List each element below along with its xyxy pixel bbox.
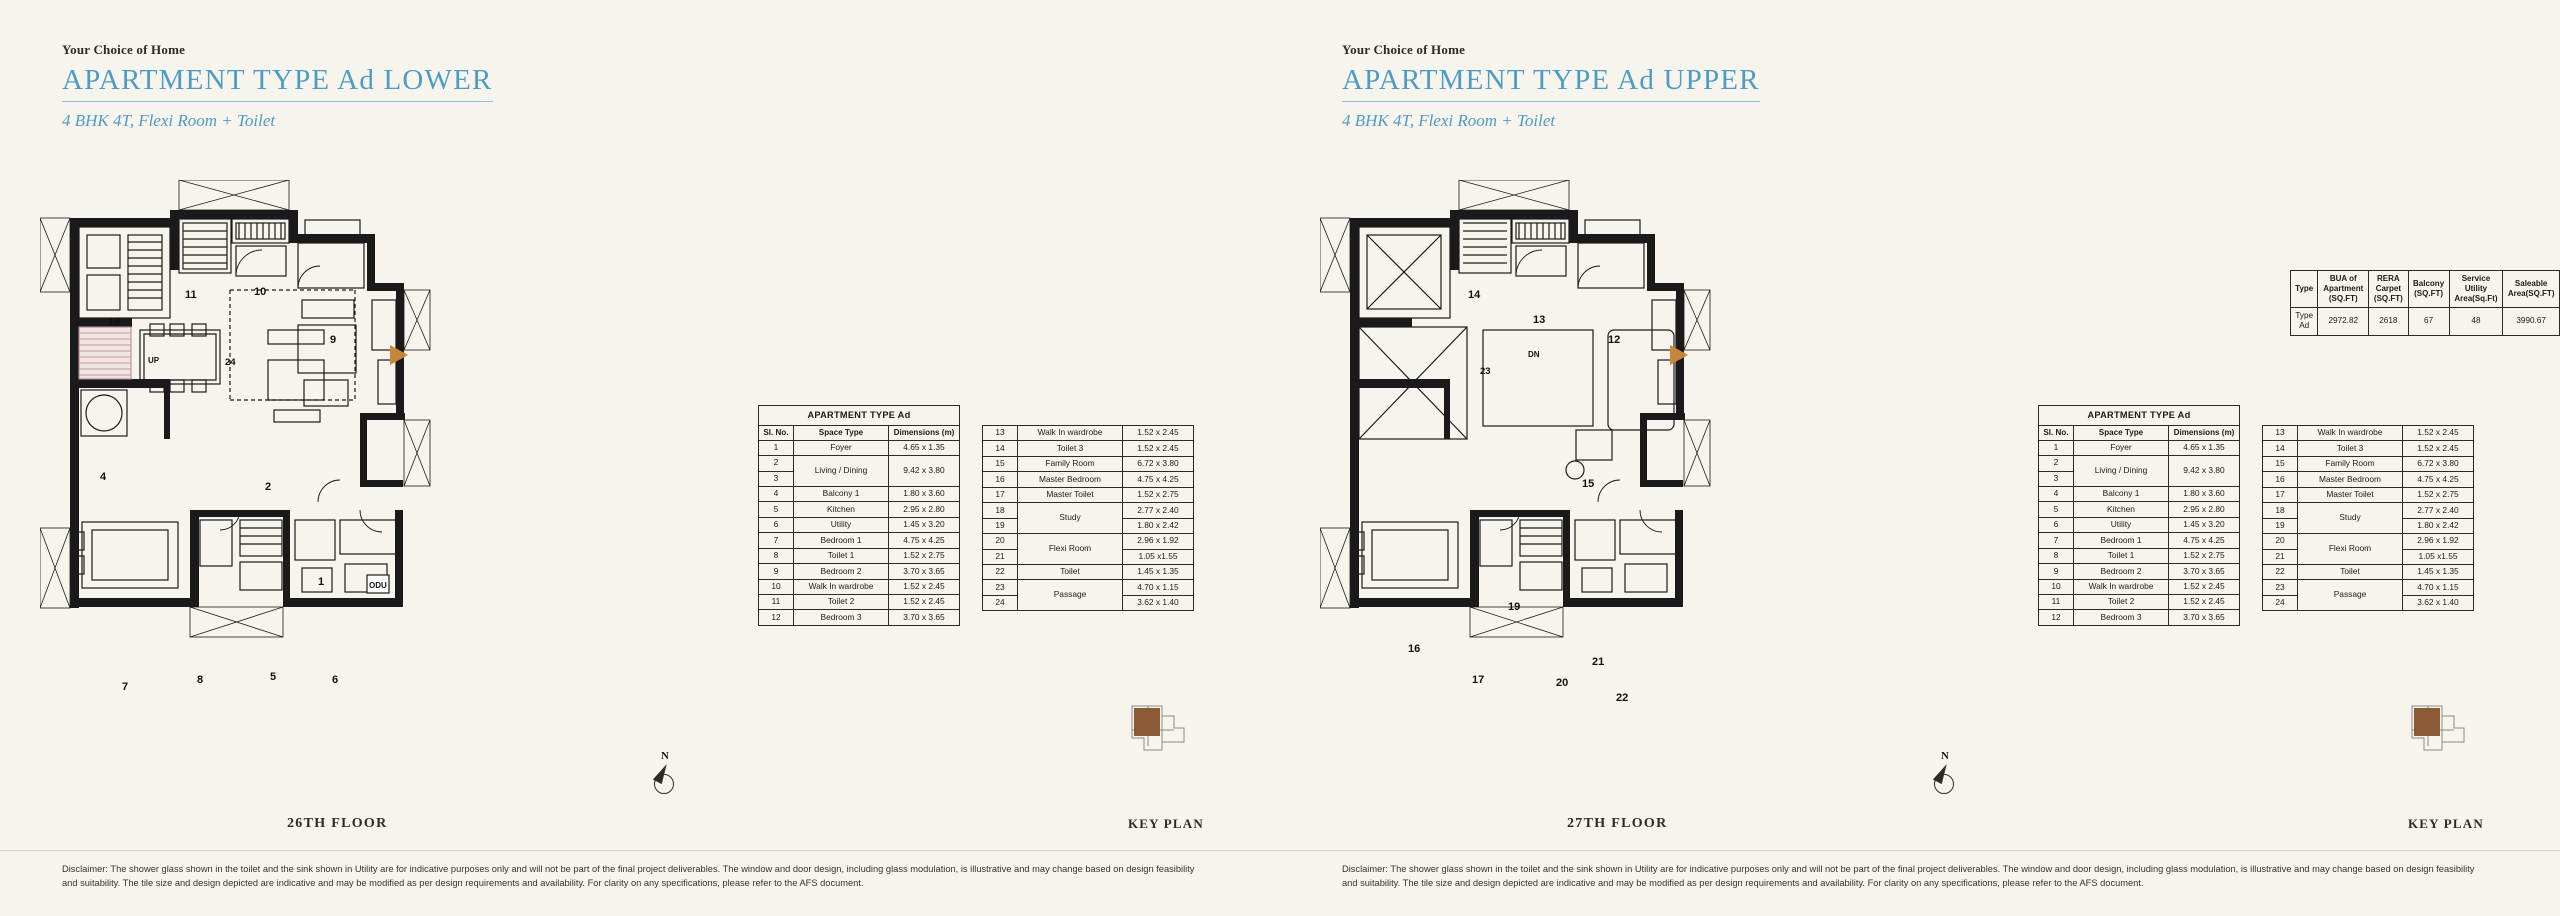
legend-table-right — [982, 425, 1194, 611]
room-number: 22 — [1616, 692, 1629, 704]
keyplan-label-upper: KEY PLAN — [2408, 816, 2484, 831]
room-number: 7 — [122, 681, 129, 693]
legend-header-dim: Dimensions (m) — [889, 425, 960, 440]
table-row: 12 Bedroom 3 3.70 x 3.65 — [759, 610, 960, 625]
table-row: 11 Toilet 2 1.52 x 2.45 — [759, 595, 960, 610]
floor-plan-lower — [40, 180, 660, 780]
table-row: 21 1.05 x1.55 — [983, 549, 1194, 564]
table-row: 17 Master Toilet 1.52 x 2.75 — [983, 487, 1194, 502]
table-row: 4 Balcony 1 1.80 x 3.60 — [759, 486, 960, 501]
odu-label: ODU — [369, 581, 387, 590]
room-number: 1 — [318, 576, 325, 588]
page-subtitle: 4 BHK 4T, Flexi Room + Toilet — [1342, 111, 1556, 130]
legend-caption: APARTMENT TYPE Ad — [2039, 406, 2240, 426]
table-row: 10 Walk In wardrobe 1.52 x 2.45 — [2039, 579, 2240, 594]
room-number: 6 — [332, 674, 339, 686]
table-row: 20 Flexi Room 2.96 x 1.92 — [2263, 534, 2474, 549]
table-row: 18 Study 2.77 x 2.40 — [983, 503, 1194, 518]
table-row: 4 Balcony 1 1.80 x 3.60 — [2039, 486, 2240, 501]
table-row: 10 Walk In wardrobe 1.52 x 2.45 — [759, 579, 960, 594]
room-number: 11 — [185, 289, 197, 301]
table-row — [2291, 308, 2560, 336]
room-number: 12 — [1608, 334, 1621, 346]
table-row: 2 Living / Dining 9.42 x 3.80 — [2039, 456, 2240, 471]
room-number: 14 — [1468, 289, 1481, 301]
north-circle — [654, 774, 674, 794]
room-number: 15 — [1582, 478, 1595, 490]
room-number: 2 — [265, 481, 272, 493]
table-row: 18 Study 2.77 x 2.40 — [2263, 503, 2474, 518]
table-row: 8 Toilet 1 1.52 x 2.75 — [2039, 548, 2240, 563]
north-arrow — [1930, 750, 1964, 796]
table-row: 22 Toilet 1.45 x 1.35 — [983, 564, 1194, 579]
table-row: 13 Walk In wardrobe 1.52 x 2.45 — [2263, 426, 2474, 441]
area-value: 2618 — [2369, 308, 2408, 336]
legend-upper — [2038, 405, 2474, 626]
room-number: 18 — [108, 316, 121, 328]
floor-label-upper: 27TH FLOOR — [1567, 816, 1668, 831]
room-number: 10 — [254, 286, 267, 298]
keyplan-label-lower: KEY PLAN — [1128, 816, 1204, 831]
room-number: 5 — [270, 671, 277, 683]
table-row: 5 Kitchen 2.95 x 2.80 — [759, 502, 960, 517]
north-circle — [1934, 774, 1954, 794]
area-value: 3990.67 — [2503, 308, 2560, 336]
key-plan-highlight — [1134, 708, 1160, 736]
page-title: APARTMENT TYPE Ad UPPER — [1342, 64, 1760, 102]
area-value: Type Ad — [2291, 308, 2318, 336]
area-header: Saleable Area(SQ.FT) — [2503, 271, 2560, 308]
table-row: 15 Family Room 6.72 x 3.80 — [2263, 456, 2474, 471]
table-row: 11 Toilet 2 1.52 x 2.45 — [2039, 595, 2240, 610]
key-plan-thumbnail-upper — [2408, 700, 2470, 752]
table-row: 13 Walk In wardrobe 1.52 x 2.45 — [983, 426, 1194, 441]
table-row: 9 Bedroom 2 3.70 x 3.65 — [759, 564, 960, 579]
room-number: 9 — [330, 334, 337, 346]
area-statement-table — [2290, 270, 2560, 336]
area-header: RERA Carpet (SQ.FT) — [2369, 271, 2408, 308]
table-row: 1 Foyer 4.65 x 1.35 — [2039, 440, 2240, 455]
table-row: 7 Bedroom 1 4.75 x 4.25 — [2039, 533, 2240, 548]
table-row: 2 Living / Dining 9.42 x 3.80 — [759, 456, 960, 471]
floor-plan-upper — [1320, 180, 1940, 780]
table-row: 20 Flexi Room 2.96 x 1.92 — [983, 534, 1194, 549]
area-header: BUA of Apartment (SQ.FT) — [2318, 271, 2369, 308]
floor-label-lower: 26TH FLOOR — [287, 816, 388, 831]
table-row: 3 — [759, 471, 960, 486]
table-row: 19 1.80 x 2.42 — [2263, 518, 2474, 533]
disclaimer-upper: Disclaimer: The shower glass shown in the toilet and the sink shown in Utility are for indicative purposes only and will not be part of the final project deliverables. The window and door design, including glass modulation, is illustrative and may change based on design feasibility and suitability. The tile size and design depicted are indicative and may be modified as per design requirements and availability. For clarity on any specifications, please refer to the AFS document. — [1342, 864, 2475, 889]
stair-direction-label: DN — [1528, 350, 1540, 359]
legend-caption: APARTMENT TYPE Ad — [759, 406, 960, 426]
table-row: 22 Toilet 1.45 x 1.35 — [2263, 564, 2474, 579]
room-number: 4 — [100, 471, 107, 483]
north-arrow — [650, 750, 684, 796]
table-row: 15 Family Room 6.72 x 3.80 — [983, 456, 1194, 471]
room-number: 24 — [225, 357, 236, 368]
table-row: 24 3.62 x 1.40 — [2263, 595, 2474, 610]
north-letter: N — [661, 750, 669, 762]
table-row: 23 Passage 4.70 x 1.15 — [2263, 580, 2474, 595]
table-row: 17 Master Toilet 1.52 x 2.75 — [2263, 487, 2474, 502]
area-value: 2972.82 — [2318, 308, 2369, 336]
disclaimer-lower: Disclaimer: The shower glass shown in the toilet and the sink shown in Utility are for indicative purposes only and will not be part of the final project deliverables. The window and door design, including glass modulation, is illustrative and may change based on design feasibility and suitability. The tile size and design depicted are indicative and may be modified as per design requirements and availability. For clarity on any specifications, please refer to the AFS document. — [62, 864, 1195, 889]
header-lower — [62, 42, 493, 131]
room-number: 20 — [1556, 677, 1569, 689]
page-title: APARTMENT TYPE Ad LOWER — [62, 64, 493, 102]
room-number: 21 — [1592, 656, 1605, 668]
stair-direction-label: UP — [148, 356, 160, 365]
table-row: 19 1.80 x 2.42 — [983, 518, 1194, 533]
room-number: 19 — [1508, 601, 1521, 613]
table-row: 24 3.62 x 1.40 — [983, 595, 1194, 610]
table-row: 16 Master Bedroom 4.75 x 4.25 — [983, 472, 1194, 487]
table-row: 8 Toilet 1 1.52 x 2.75 — [759, 548, 960, 563]
legend-header-space: Space Type — [794, 425, 889, 440]
legend-lower — [758, 405, 1194, 626]
page-subtitle: 4 BHK 4T, Flexi Room + Toilet — [62, 111, 276, 130]
table-row: 23 Passage 4.70 x 1.15 — [983, 580, 1194, 595]
table-row: 7 Bedroom 1 4.75 x 4.25 — [759, 533, 960, 548]
key-plan-highlight — [2414, 708, 2440, 736]
table-row: 5 Kitchen 2.95 x 2.80 — [2039, 502, 2240, 517]
room-number: 23 — [1480, 366, 1491, 377]
area-header: Service Utility Area(Sq.Ft) — [2449, 271, 2503, 308]
table-row: 12 Bedroom 3 3.70 x 3.65 — [2039, 610, 2240, 625]
divider — [1280, 850, 2560, 851]
table-row: 6 Utility 1.45 x 3.20 — [2039, 517, 2240, 532]
room-number: 17 — [1472, 674, 1485, 686]
table-row: 3 — [2039, 471, 2240, 486]
area-header: Type — [2291, 271, 2318, 308]
legend-header-dim: Dimensions (m) — [2169, 425, 2240, 440]
divider — [0, 850, 1280, 851]
legend-table-right — [2262, 425, 2474, 611]
header-upper — [1342, 42, 1760, 131]
room-number: 16 — [1408, 643, 1421, 655]
room-number: 13 — [1533, 314, 1546, 326]
key-plan-thumbnail-lower — [1128, 700, 1190, 752]
north-letter: N — [1941, 750, 1949, 762]
table-row: 16 Master Bedroom 4.75 x 4.25 — [2263, 472, 2474, 487]
legend-header-no: Sl. No. — [2039, 425, 2074, 440]
table-row: 9 Bedroom 2 3.70 x 3.65 — [2039, 564, 2240, 579]
legend-table-left — [758, 405, 960, 626]
table-row: 14 Toilet 3 1.52 x 2.45 — [983, 441, 1194, 456]
legend-header-no: Sl. No. — [759, 425, 794, 440]
table-row: 14 Toilet 3 1.52 x 2.45 — [2263, 441, 2474, 456]
legend-table-left — [2038, 405, 2240, 626]
table-row: 6 Utility 1.45 x 3.20 — [759, 517, 960, 532]
table-row: 1 Foyer 4.65 x 1.35 — [759, 440, 960, 455]
area-header: Balcony (SQ.FT) — [2408, 271, 2449, 308]
eyebrow-text: Your Choice of Home — [62, 42, 186, 57]
area-value: 48 — [2449, 308, 2503, 336]
panel-upper-floor — [1280, 0, 2560, 916]
area-value: 67 — [2408, 308, 2449, 336]
eyebrow-text: Your Choice of Home — [1342, 42, 1466, 57]
legend-header-space: Space Type — [2074, 425, 2169, 440]
room-number: 8 — [197, 674, 204, 686]
table-row: 21 1.05 x1.55 — [2263, 549, 2474, 564]
